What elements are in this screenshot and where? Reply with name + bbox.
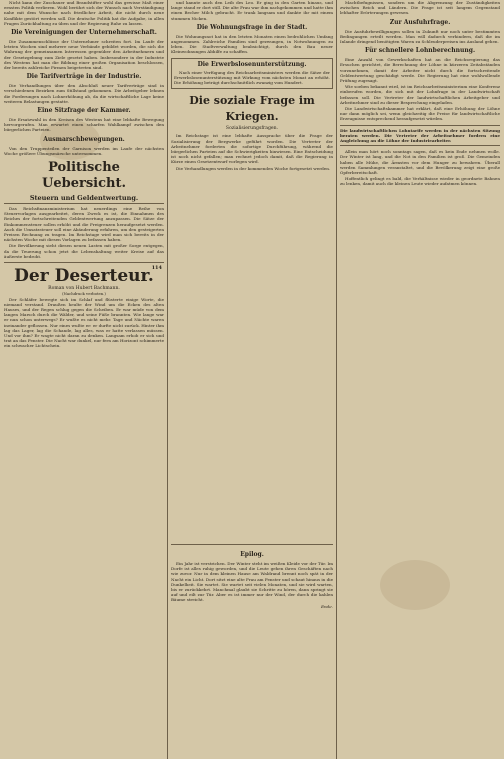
novel-note: (Nachdruck verboten.) bbox=[62, 291, 106, 297]
article-text: Von den Truppenteilen der Garnison werden im Laufe der nächsten Woche größere Übungsmärsche unternommen. bbox=[4, 145, 164, 156]
article-text: Im Reichstage ist eine lebhafte Aussprache über die Frage der Sozialisierung der Bergwerke geführt worden. Die Vertreter der Arbeitnehmer forderten die sofortige Durchführung, während die bürgerlichen Parteien auf die Schwierigkeiten hinwiesen. Eine Entscheidung ist noch nicht gefallen; man rechnet jedoch damit, daß die Regierung in Kürze einen Gesetzentwurf vorlegen wird. bbox=[171, 133, 333, 165]
novel-end: Ende. bbox=[321, 603, 333, 609]
article-heading: Die Tarifverträge in der Industrie. bbox=[26, 73, 142, 81]
section-title: Politische Uebersicht. bbox=[42, 160, 126, 192]
article-heading: Eine Sitzfrage der Kammer. bbox=[37, 107, 131, 115]
column-left bbox=[4, 0, 164, 759]
column-divider bbox=[336, 0, 337, 759]
notice-box bbox=[171, 58, 333, 90]
article-heading: Ausmarschbewegungen. bbox=[43, 135, 125, 143]
novel-title: Der Deserteur. bbox=[14, 266, 154, 287]
novel-text: Der Schläfer bewegte sich im Schlaf und flüsterte einige Worte, die niemand verstand. Draußen heulte der Wind um die Ecken des alten Hauses, und der Regen schlug gegen die Scheiben. Er war müde von dem langen Marsch durch die Wälder, und seine Füße brannten. Wie lange war er nun schon unterwegs? Er wußte es nicht mehr. Tage und Nächte waren ineinander geflossen. Nur eines wußte er: er durfte nicht zurück. Hinter ihm lag das Lager, lag die Schande, lag alles, was er hatte verlassen müssen. Und vor ihm? Er wagte nicht daran zu denken. Langsam erhob er sich und trat an das Fenster. Die Nacht war dunkel, nur fern am Horizont schimmerte ein schwacher Lichtschein. bbox=[4, 296, 164, 349]
horizontal-rule bbox=[171, 544, 333, 545]
article-text: Die Landwirtschaftskammer hat erklärt, daß eine Erhöhung der Löhne nur dann möglich sei, wenn gleichzeitig die Preise für landwirtschaftliche Erzeugnisse entsprechend heraufgesetzt würden. bbox=[340, 106, 500, 122]
novel-text: Ein Jahr ist verstrichen. Der Winter steht im weißen Kleide vor der Tür. Im Dorfe ist alles ruhig geworden, und die Leute gehen ihren Geschäften nach wie zuvor. Nur in dem kleinen Hause am Waldrand brennt noch spät in der Nacht ein Licht. Dort sitzt eine alte Frau am Fenster und schaut hinaus in die Dunkelheit. Sie wartet. Sie wartet seit vielen Monaten, und sie wird warten, bis er zurückkehrt. Manchmal glaubt sie Schritte zu hören, dann springt sie auf und eilt zur Tür. Aber es ist immer nur der Wind, der durch die kahlen Bäume streicht. bbox=[171, 561, 333, 603]
novel-header bbox=[4, 266, 164, 286]
column-right bbox=[340, 0, 500, 759]
article-heading: Die Vereinigungen der Unternehmerschaft. bbox=[11, 29, 157, 37]
novel-continuation bbox=[171, 548, 333, 759]
section-subtitle: Steuern und Geldentwertung. bbox=[4, 194, 164, 204]
column-middle bbox=[171, 0, 333, 541]
epilog-heading: Epilog. bbox=[240, 551, 264, 558]
article-text: Das Reichsfinanzministerium hat neuerdings eine Reihe von Steuervorlagen ausgearbeitet, deren Zweck es ist, die Einnahmen des Reiches der fortschreitenden Geldentwertung anzupassen. Die Sätze der Einkommensteuer sollen erhöht und die Freigrenzen heraufgesetzt werden. Auch die Umsatzsteuer soll eine Abänderung erfahren, um den gesteigerten Preisen Rechnung zu tragen. Im Reichstage wird man sich bereits in der nächsten Woche mit diesen Vorlagen zu befassen haben. bbox=[4, 206, 164, 243]
serial-number: 114 bbox=[151, 265, 162, 272]
notice-block: Die landwirtschaftlichen Lohntarife werden in der nächsten Sitzung beraten werden. Die Vertreter der Arbeitnehmer fordern eine Angleichung an die Löhne der Industriearbeiter. bbox=[340, 125, 500, 147]
article-text: Allein man hört noch sonntags sagen, daß es kein Ende nehmen wolle. Der Winter ist lang, und die Not in den Familien ist groß. Die Gemeinden haben alle Mühe, die Ärmsten vor dem Hunger zu bewahren. Überall werden Sammlungen veranstaltet, und die Bevölkerung zeigt eine große Opferbereitschaft. bbox=[340, 149, 500, 176]
article-text: Hoffentlich gelingt es bald, die Verhältnisse wieder in geordnete Bahnen zu lenken, damit auch die kleinen Leute wieder aufatmen können. bbox=[340, 176, 500, 187]
article-text: Wie soeben bekannt wird, ist im Reichsarbeitsministerium eine Konferenz einberufen worden, die sich mit der Lohnfrage in der Landwirtschaft befassen soll. Die Vertreter der landwirtschaftlichen Arbeitgeber und Arbeitnehmer sind zu dieser Besprechung eingeladen. bbox=[340, 84, 500, 105]
article-heading-large: Die soziale Frage im Kriegen. bbox=[189, 94, 315, 124]
article-text: Eine Anzahl von Gewerkschaften hat an die Reichsregierung das Ersuchen gerichtet, die Berechnung der Löhne in kürzeren Zeitabständen vorzunehmen, damit der Arbeiter nicht durch die fortschreitende Geldentwertung geschädigt werde. Die Regierung hat eine wohlwollende Prüfung zugesagt. bbox=[340, 57, 500, 84]
notice-title: Die Erwerbslosenunterstützung. bbox=[197, 60, 307, 68]
article-text: Machtbefugnissen, sondern um die Abgrenzung der Zuständigkeiten zwischen Reich und Ländern. Die Frage ist seit langem Gegenstand lebhafter Erörterungen gewesen. bbox=[340, 0, 500, 16]
article-text: Nicht kann der Zuschauer und Brandstifter wohl das gewisse Maß einer ernsten Politik verlieren. Wohl berührt sich der Wunsch nach Verständigung nahe mit dem Wunsche nach friedlicher Arbeit, die nicht durch neue Konflikte gestört werden soll. Die deutsche Politik hat die Aufgabe, in allen Fragen Zurückhaltung zu üben und der Regierung Ruhe zu lassen. bbox=[4, 0, 164, 26]
novel-subtitle: Roman von Hubert Bachmann. bbox=[48, 286, 120, 292]
article-text: Die Verhandlungen über den Abschluß neuer Tarifverträge sind in verschiedenen Bezirken zum Stillstand gekommen. Die Arbeitgeber lehnen die Forderungen nach Lohnerhöhung ab, da die wirtschaftliche Lage keine weiteren Belastungen gestatte. bbox=[4, 83, 164, 104]
article-text: Die Verhandlungen werden in der kommenden Woche fortgesetzt werden. bbox=[176, 165, 331, 171]
article-heading: Die Wohnungsfrage in der Stadt. bbox=[196, 23, 308, 31]
article-heading: Zur Ausfuhrfrage. bbox=[389, 18, 451, 26]
article-text: Die Bevölkerung sieht diesen neuen Lasten mit großer Sorge entgegen, da die Teuerung schon jetzt die Lebenshaltung weiter Kreise auf das äußerste bedroht. bbox=[4, 243, 164, 259]
article-text: Die Zusammenschlüsse der Unternehmer schreiten fort. Im Laufe der letzten Wochen sind mehrere neue Verbände gebildet worden, die sich die Wahrung der gemeinsamen Interessen gegenüber den Arbeitnehmern und der Gesetzgebung zum Ziele gesetzt haben. Insbesondere in der Industrie des Westens hat man die Bildung einer großen Organisation beschlossen, der bereits zahlreiche Firmen beigetreten sind. bbox=[4, 39, 164, 71]
article-text: und kannte auch den Leib des Leo. Er ging in den Garten hinaus, und lange stand er dort still. Die alte Frau war ihm nachgekommen und hatte ihm einen Becher Milch gebracht. Er trank langsam und dankte ihr mit einem stummen Nicken. bbox=[171, 0, 333, 21]
article-text: Die Wohnungsnot hat in den letzten Monaten einen bedrohlichen Umfang angenommen. Zahlreiche Familien sind gezwungen, in Notwohnungen zu leben. Die Stadtverwaltung beabsichtigt, durch den Bau neuer Kleinwohnungen Abhilfe zu schaffen. bbox=[171, 33, 333, 55]
notice-text: Nach einer Verfügung des Reichsarbeitsministers werden die Sätze der Erwerbslosenunterstützung mit Wirkung vom nächsten Monat an erhöht. Die Erhöhung beträgt durchschnittlich zwanzig vom Hundert. bbox=[174, 69, 330, 86]
column-divider bbox=[167, 0, 168, 759]
article-heading: Für schnellere Lohnberechnung. bbox=[364, 47, 476, 55]
article-text: Die Ausfuhrbewilligungen sollen in Zukunft nur noch unter bestimmten Bedingungen erteilt werden. Man will dadurch verhindern, daß die im Inlande dringend benötigten Waren zu Schleuderpreisen ins Ausland gehen. bbox=[340, 28, 500, 45]
article-subheading: Sozialisierungsfragen. bbox=[225, 126, 279, 132]
horizontal-rule bbox=[4, 262, 164, 263]
article-text: Die Ersatzwahl in den Kreisen des Westens hat eine lebhafte Bewegung hervorgerufen. Man erwartet einen scharfen Wahlkampf zwischen den bürgerlichen Parteien. bbox=[4, 117, 164, 133]
